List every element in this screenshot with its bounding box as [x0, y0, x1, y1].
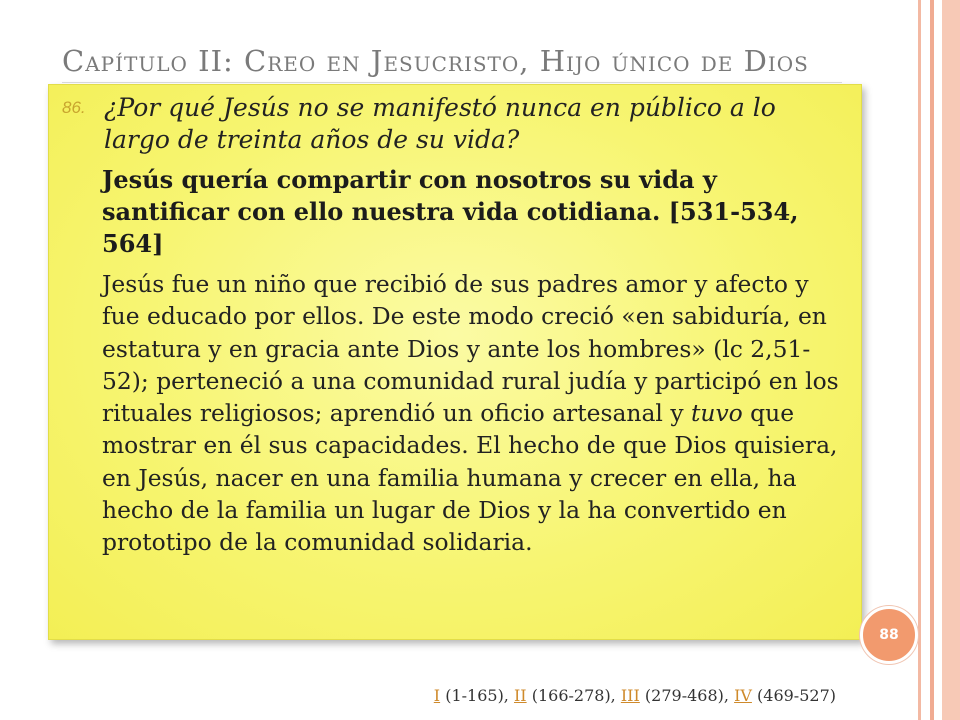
title-cap: J: [370, 44, 384, 78]
slide-title: [62, 44, 809, 78]
page-number-badge: 88: [860, 606, 918, 664]
decorative-stripe: [942, 0, 960, 720]
footer-navigation: [434, 686, 836, 705]
title-cap: D: [743, 44, 768, 78]
title-part: reo en: [267, 44, 371, 78]
title-part: esucristo,: [383, 44, 540, 78]
title-divider: [62, 82, 842, 83]
body-segment: que mostrar en él sus capacidades. El hecho de que Dios quisiera, en Jesús, nacer en una familia humana y crecer en ella, ha hecho de la familia un lugar de Dios y la ha convertido en prototipo de la comunidad solidaria.: [102, 399, 838, 557]
footer-range: (166-278),: [526, 686, 621, 705]
footer-range: (469-527): [751, 686, 836, 705]
title-part: apítulo: [85, 44, 199, 78]
body-text: [102, 268, 844, 559]
title-cap: C: [62, 44, 86, 78]
title-part: ios: [767, 44, 809, 78]
footer-link-part-2[interactable]: II: [513, 686, 527, 705]
footer-link-part-4[interactable]: IV: [734, 686, 752, 705]
footer-link-part-3[interactable]: III: [620, 686, 640, 705]
body-italic-word: tuvo: [690, 399, 743, 428]
decorative-stripe: [930, 0, 934, 720]
title-part: ijo único de: [566, 44, 744, 78]
footer-link-part-1[interactable]: I: [433, 686, 441, 705]
title-cap: H: [539, 44, 567, 78]
question-number: 86.: [62, 98, 86, 117]
body-segment: Jesús fue un niño que recibió de sus padres amor y afecto y fue educado por ellos. De este modo creció «en sabiduría, en estatura y en gracia ante Dios y ante los hombres» (lc 2,51-52); perteneció a una comunidad rural judía y participó en los rituales religiosos; aprendió un oficio artesanal y: [102, 270, 839, 428]
footer-range: (279-468),: [639, 686, 735, 705]
decorative-stripe: [918, 0, 921, 720]
footer-range: (1-165),: [440, 686, 514, 705]
title-cap: II: C: [198, 44, 268, 78]
question-text: ¿Por qué Jesús no se manifestó nunca en público a lo largo de treinta años de su vida?: [104, 93, 776, 154]
answer-text: Jesús quería compartir con nosotros su vida y santificar con ello nuestra vida cotidiana. [531-534, 564]: [102, 165, 799, 258]
